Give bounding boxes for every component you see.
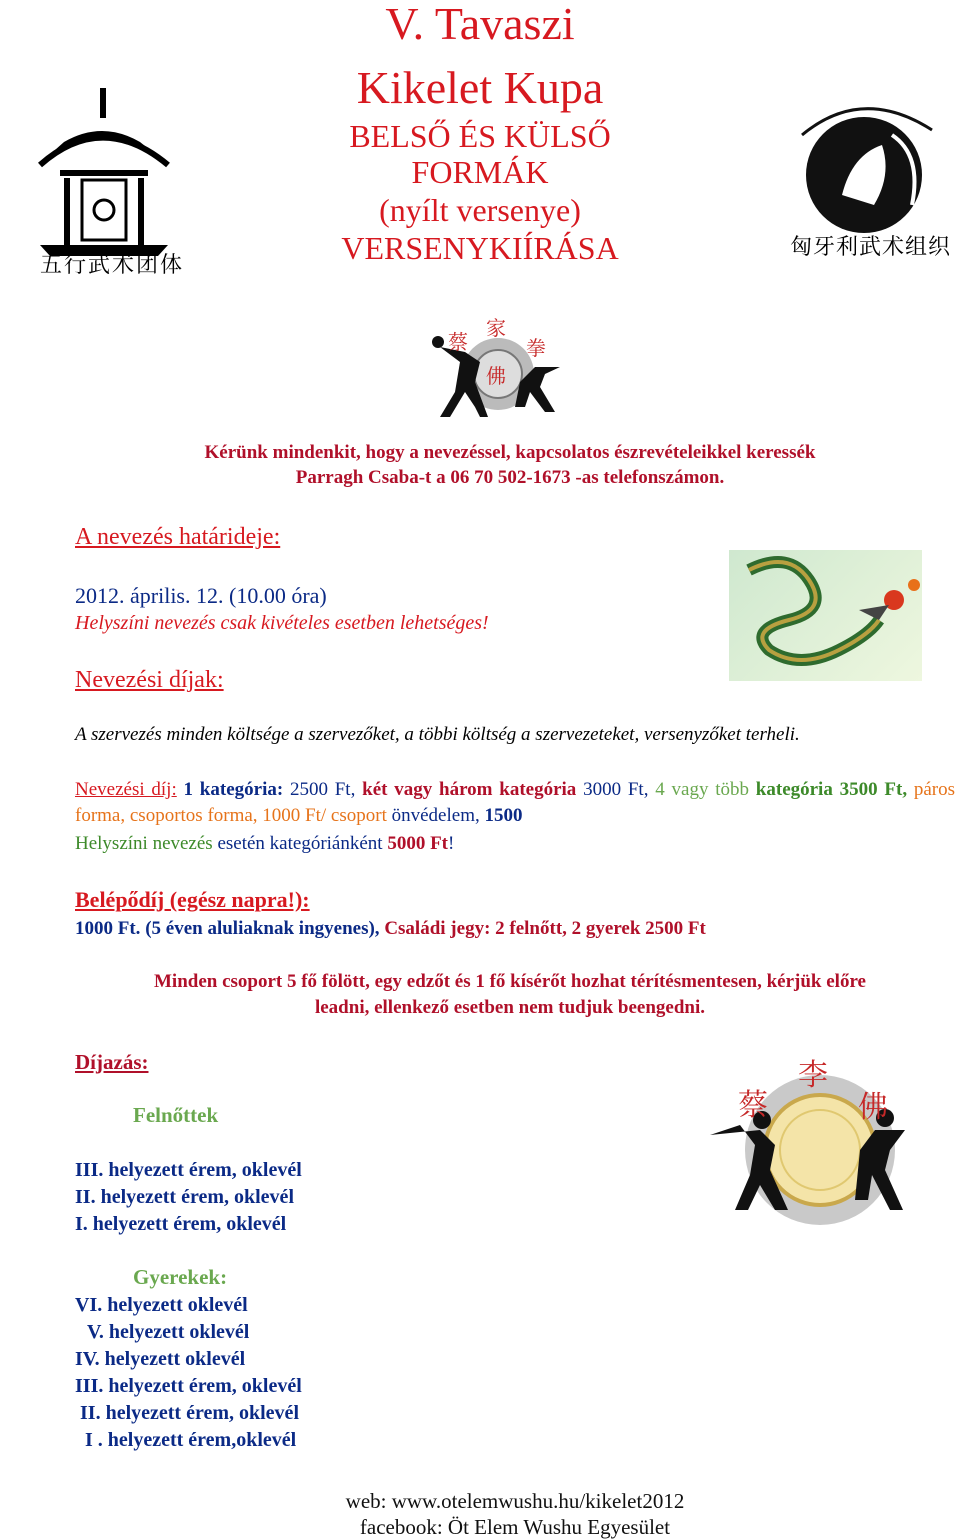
fee-two-three: két vagy három kategória — [362, 779, 577, 800]
fees-onsite: Helyszíni nevezés esetén kategóriánként 5000 Ft! — [75, 833, 455, 854]
logo-char-fo: 佛 — [486, 364, 506, 388]
kid-award-6: VI. helyezett oklevél — [75, 1294, 248, 1316]
emblem-char-li: 李 — [798, 1058, 828, 1093]
deadline-date: 2012. április. 12. (10.00 óra) — [75, 583, 327, 608]
logo-char-cai: 蔡 — [448, 330, 468, 354]
fee-one-category: 1 kategória: — [183, 779, 284, 800]
fee-four-plus-price: kategória 3500 Ft, — [755, 779, 908, 800]
fees-details: Nevezési díj: 1 kategória: 2500 Ft, két vagy három kategória 3000 Ft, 4 vagy több kategória 3500 Ft, páros forma, csoportos forma, 1000 Ft/ csoport önvédelem, 1500 — [75, 779, 956, 826]
fee-onsite-text: esetén kategóriánként — [217, 833, 383, 854]
emblem-char-cai: 蔡 — [738, 1088, 768, 1123]
footer-facebook: facebook: Öt Elem Wushu Egyesület — [359, 1515, 671, 1539]
kid-award-2: II. helyezett érem, oklevél — [80, 1402, 299, 1424]
kid-award-3: III. helyezett érem, oklevél — [75, 1375, 302, 1397]
emblem-char-fo: 佛 — [858, 1090, 888, 1125]
entry-price: 1000 Ft. — [75, 918, 141, 939]
logo-char-quan: 拳 — [526, 336, 546, 360]
title-line2: Kikelet Kupa — [356, 62, 604, 113]
deadline-note: Helyszíni nevezés csak kivételes esetben lehetséges! — [75, 612, 489, 634]
entry-heading: Belépődíj (egész napra!): — [75, 887, 310, 912]
club-logo — [0, 70, 205, 285]
federation-logo-chars: 匈牙利武术组织 — [790, 235, 952, 260]
awards-heading: Díjazás: — [75, 1050, 149, 1074]
footer-web: web: www.otelemwushu.hu/kikelet2012 — [345, 1489, 685, 1513]
adult-award-1: I. helyezett érem, oklevél — [75, 1213, 287, 1235]
fee-two-three-price: 3000 Ft — [583, 779, 644, 800]
fee-pairs-groups: páros forma, csoportos forma, 1000 Ft/ csoport — [75, 779, 956, 826]
kid-award-5: V. helyezett oklevél — [87, 1321, 250, 1343]
adult-award-2: II. helyezett érem, oklevél — [75, 1186, 294, 1208]
group-note-line1: Minden csoport 5 fő fölött, egy edzőt és 1 fő kísérőt hozhat térítésmentesen, kérjük előre — [153, 971, 866, 992]
entry-details — [75, 916, 955, 942]
deadline-heading: A nevezés határideje: — [75, 524, 281, 550]
subtitle-line2: FORMÁK — [411, 154, 549, 190]
entry-free: (5 éven aluliaknak ingyenes), — [145, 918, 380, 939]
adults-heading: Felnőttek — [133, 1103, 219, 1127]
fee-four-plus: 4 vagy több — [655, 779, 750, 800]
logo-char-jia: 家 — [486, 316, 506, 340]
fees-intro: A szervezés minden költsége a szervezőket, a többi költség a szervezeteket, versenyzőket terheli. — [75, 724, 800, 745]
club-logo-chars: 五行武术团体 — [40, 253, 185, 278]
subtitle-line1: BELSŐ ÉS KÜLSŐ — [349, 118, 611, 154]
kid-award-4: IV. helyezett oklevél — [75, 1348, 246, 1370]
emblem-image — [700, 1050, 920, 1230]
federation-logo — [782, 95, 952, 275]
fee-one-price: 2500 Ft — [289, 779, 351, 800]
title-line1: V. Tavaszi — [385, 0, 575, 49]
intro-line2: Parragh Csaba-t a 06 70 502-1673 -as telefonszámon. — [295, 467, 725, 488]
fee-self-defense-price: 1500 — [484, 805, 523, 826]
fee-self-defense: önvédelem, — [391, 805, 480, 826]
kid-award-1: I . helyezett érem,oklevél — [85, 1429, 297, 1451]
group-note-line2: leadni, ellenkező esetben nem tudjuk beengedni. — [314, 997, 706, 1018]
kids-heading: Gyerekek: — [133, 1265, 228, 1289]
intro-line1: Kérünk mindenkit, hogy a nevezéssel, kapcsolatos észrevételeikkel keressék — [204, 442, 816, 463]
martial-arts-logo — [420, 312, 580, 422]
entry-family: Családi jegy: 2 felnőtt, 2 gyerek 2500 Ft — [384, 918, 706, 939]
subtitle-line3: (nyílt versenye) — [379, 192, 581, 228]
adult-award-3: III. helyezett érem, oklevél — [75, 1159, 302, 1181]
fee-onsite-price: 5000 Ft — [387, 833, 449, 854]
fee-label: Nevezési díj: — [75, 779, 177, 800]
fee-onsite-label: Helyszíni nevezés — [75, 833, 213, 854]
fees-heading: Nevezési díjak: — [75, 667, 224, 693]
dragon-image — [729, 550, 922, 681]
subtitle-line4: VERSENYKIÍRÁSA — [341, 230, 619, 266]
